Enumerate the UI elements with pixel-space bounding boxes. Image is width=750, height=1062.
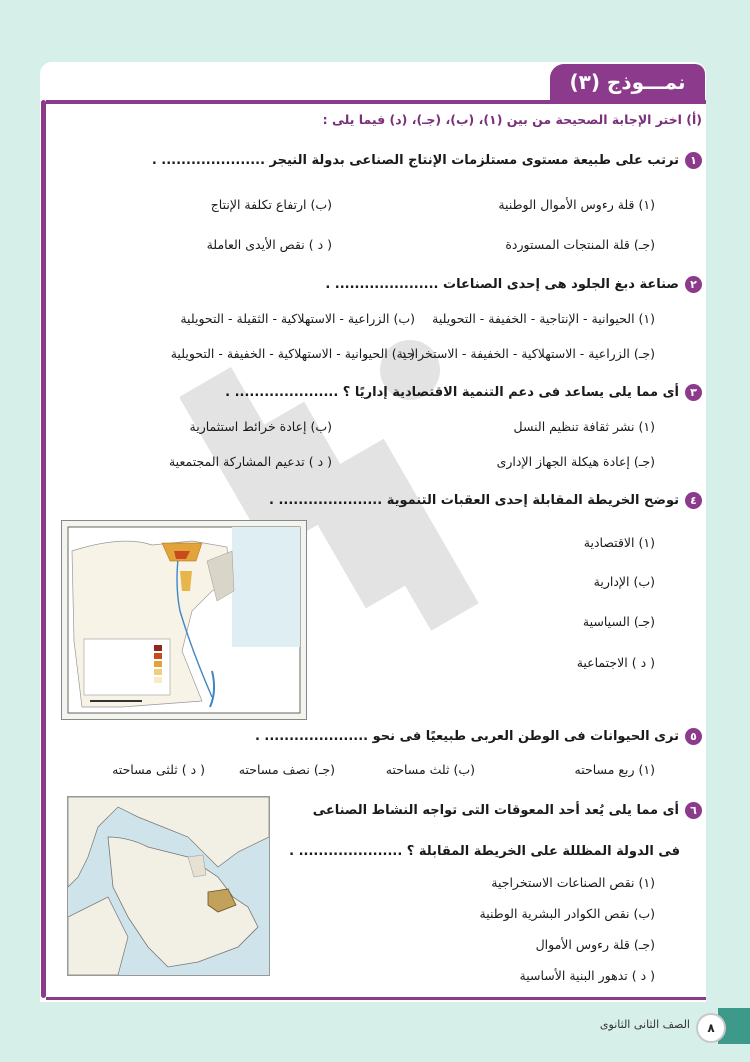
option-a[interactable]: (١) الاقتصادية [583, 535, 655, 550]
question-5 [255, 728, 702, 745]
question-number: ٥ [685, 728, 702, 745]
egypt-map [61, 520, 307, 720]
question-text: ترى الحيوانات فى الوطن العربى طبيعيًا فى نحو ..................... . [254, 729, 679, 744]
arabian-peninsula-map [67, 796, 270, 976]
option-c[interactable]: (جـ) قلة المنتجات المستوردة [505, 237, 655, 252]
option-c[interactable]: (جـ) نصف مساحته [238, 762, 335, 777]
question-text: توضح الخريطة المقابلة إحدى العقبات التنموية ..................... . [269, 493, 679, 508]
egypt-map-graphic [62, 521, 306, 719]
option-d[interactable]: ( د ) الحيوانية - الاستهلاكية - الخفيفة - التحويلية [170, 346, 415, 361]
left-border-bar [41, 100, 46, 998]
option-d[interactable]: ( د ) الاجتماعية [576, 655, 655, 670]
question-6 [313, 802, 702, 819]
option-c[interactable]: (جـ) إعادة هيكلة الجهاز الإدارى [496, 454, 655, 469]
option-d[interactable]: ( د ) ثلثى مساحته [112, 762, 205, 777]
question-text: ترتب على طبيعة مستوى مستلزمات الإنتاج الصناعى بدولة النيجر ..................... . [151, 153, 679, 168]
option-a[interactable]: (١) الحيوانية - الإنتاجية - الخفيفة - التحويلية [432, 311, 655, 326]
question-4 [269, 492, 702, 509]
question-3 [225, 384, 702, 401]
question-number: ١ [685, 152, 702, 169]
question-6-continued: فى الدولة المظللة على الخريطة المقابلة ؟ ..................... . [289, 844, 680, 859]
option-c[interactable]: (جـ) قلة رءوس الأموال [535, 937, 655, 952]
question-text: أى مما يلى يساعد فى دعم التنمية الاقتصادية إداريًا ؟ ..................... . [225, 385, 679, 400]
option-b[interactable]: (ب) ثلث مساحته [385, 762, 475, 777]
option-a[interactable]: (١) نقص الصناعات الاستخراجية [491, 875, 655, 890]
question-number: ٣ [685, 384, 702, 401]
question-text: صناعة دبغ الجلود هى إحدى الصناعات ..................... . [325, 277, 679, 292]
question-1 [152, 152, 702, 169]
option-d[interactable]: ( د ) تدهور البنية الأساسية [519, 968, 655, 983]
option-a[interactable]: (١) ربع مساحته [574, 762, 655, 777]
page-title: نمـــوذج (٣) [550, 64, 705, 100]
option-b[interactable]: (ب) الزراعية - الاستهلاكية - الثقيلة - التحويلية [180, 311, 415, 326]
page-number: ٨ [696, 1013, 726, 1043]
question-2 [325, 276, 702, 293]
option-b[interactable]: (ب) نقص الكوادر البشرية الوطنية [479, 906, 655, 921]
option-d[interactable]: ( د ) نقص الأيدى العاملة [206, 237, 332, 252]
option-c[interactable]: (جـ) الزراعية - الاستهلاكية - الخفيفة - الاستخراجية [396, 346, 655, 361]
option-b[interactable]: (ب) الإدارية [593, 574, 655, 589]
option-c[interactable]: (جـ) السياسية [582, 614, 655, 629]
question-number: ٤ [685, 492, 702, 509]
question-text: أى مما يلى يُعد أحد المعوقات التى تواجه النشاط الصناعى [312, 803, 679, 818]
option-a[interactable]: (١) قلة رءوس الأموال الوطنية [498, 197, 655, 212]
option-b[interactable]: (ب) إعادة خرائط استثمارية [189, 419, 332, 434]
bottom-rule [46, 997, 706, 1000]
option-a[interactable]: (١) نشر ثقافة تنظيم النسل [513, 419, 655, 434]
option-b[interactable]: (ب) ارتفاع تكلفة الإنتاج [210, 197, 332, 212]
option-d[interactable]: ( د ) تدعيم المشاركة المجتمعية [168, 454, 332, 469]
instruction-text: (أ) اختر الإجابة الصحيحة من بين (١)، (ب)، (جـ)، (د) فيما يلى : [322, 112, 702, 127]
arabian-peninsula-map-graphic [68, 797, 269, 975]
question-number: ٦ [685, 802, 702, 819]
question-number: ٢ [685, 276, 702, 293]
grade-label: الصف الثانى الثانوى [599, 1018, 690, 1031]
title-underline [46, 100, 706, 104]
